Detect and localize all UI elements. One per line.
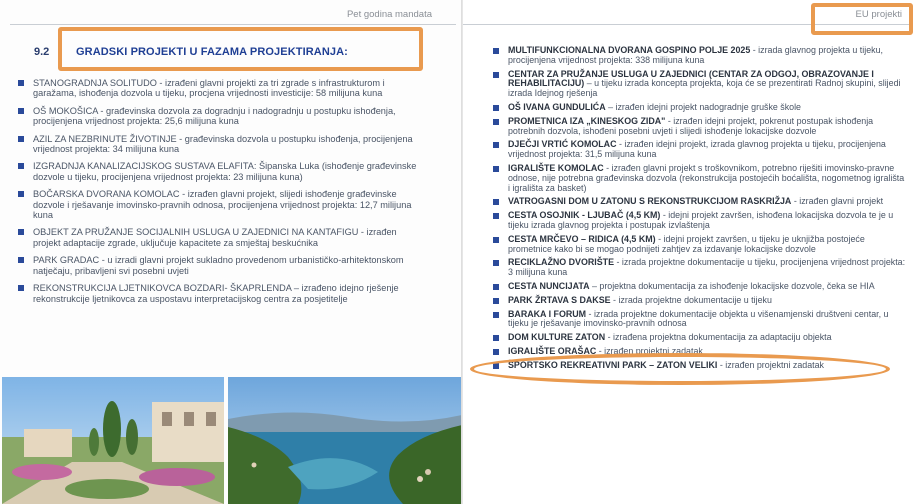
left-list-item (16, 106, 421, 127)
right-list-item (491, 258, 906, 278)
project-title: DJEČJI VRTIĆ KOMOLAC (508, 139, 617, 150)
right-list-item (491, 296, 906, 306)
left-list-item (16, 255, 421, 276)
coast-photo (228, 377, 462, 504)
right-list-item (491, 235, 906, 255)
project-description: - izrađen projektni zadatak (717, 359, 824, 370)
right-list-item (491, 164, 906, 193)
project-title: PROMETNICA IZA „KINESKOG ZIDA" (508, 115, 666, 126)
project-description: - izrada projektne dokumentacije u tijeku, procijenjena vrijednost projekta: 3 milijuna kuna (508, 257, 906, 278)
bullet-square-icon (493, 199, 499, 205)
bullet-square-icon (493, 349, 499, 355)
project-title: OŠ IVANA GUNDULIĆA (508, 101, 606, 112)
bullet-square-icon (493, 298, 499, 304)
left-list-item (16, 134, 421, 155)
highlight-box-section-title (58, 27, 423, 71)
left-list-item (16, 283, 421, 304)
bullet-square-icon (18, 80, 24, 86)
bullet-square-icon (493, 284, 499, 290)
project-description: - izrađen idejni projekt, pokrenut postupak ishođenja potrebnih dozvola, ishođeni posebni uvjeti i slijedi ishođenje lokacijske dozvole (508, 115, 874, 136)
project-title: BARAKA I FORUM (508, 308, 587, 319)
right-list-item (491, 103, 906, 113)
eu-projects-list (491, 46, 906, 375)
bullet-square-icon (18, 191, 24, 197)
project-description: - izrađena projektna dokumentacija za adaptaciju objekta (605, 332, 832, 343)
highlight-ellipse-park-zrtava (470, 353, 890, 385)
project-description: - izrada glavnog projekta u tijeku, procijenjena vrijednost projekta: 338 milijuna kuna (508, 45, 883, 65)
project-title: CESTA MRČEVO – RIDICA (4,5 KM) (508, 233, 656, 244)
bullet-square-icon (18, 163, 24, 169)
highlight-box-eu-projekti (811, 3, 913, 35)
bullet-square-icon (493, 312, 499, 318)
bullet-square-icon (18, 229, 24, 235)
project-title: IGRALIŠTE ORAŠAC (508, 345, 597, 356)
bullet-square-icon (493, 105, 499, 111)
section-number: 9.2 (34, 46, 50, 58)
project-description: – izrađen idejni projekt nadogradnje gruške škole (605, 101, 801, 112)
bullet-square-icon (493, 72, 499, 78)
right-list-item (491, 117, 906, 137)
bullet-square-icon (18, 257, 24, 263)
list-item-text: IZGRADNJA KANALIZACIJSKOG SUSTAVA ELAFITA: Šipanska Luka (ishođenje građevinske dozvole u tijeku, procijenjena vrijednost projekta: 23 milijuna kuna) (33, 161, 417, 182)
project-title: CESTA OSOJNIK - LJUBAČ (4,5 KM) (508, 210, 661, 221)
bullet-square-icon (493, 48, 499, 54)
list-item-text: REKONSTRUKCIJA LJETNIKOVCA BOZDARI- ŠKAPRLENDA – izrađeno idejno rješenje rekonstrukcije ljetnikovca za uspostavu interpretacijskog centra za posjetitelje (33, 283, 399, 304)
list-item-text: STANOGRADNJA SOLITUDO - izrađeni glavni projekti za tri zgrade s infrastrukturom i garažama, ishođenja dozvola u tijeku, procjena vrijednosti investicije: 58 milijuna kuna (33, 78, 385, 99)
bullet-square-icon (493, 237, 499, 243)
list-item-text: PARK GRADAC - u izradi glavni projekt sukladno provedenom urbanističko-arhitektonskom natječaju, pribavljeni svi posebni uvjeti (33, 255, 404, 276)
project-description: – projektna dokumentacija za ishođenje lokacijske dozvole, čeka se HIA (589, 280, 875, 291)
project-title: MULTIFUNKCIONALNA DVORANA GOSPINO POLJE 2025 (508, 45, 751, 55)
project-title: DOM KULTURE ZATON (508, 332, 606, 343)
right-list-item (491, 197, 906, 207)
project-title: IGRALIŠTE KOMOLAC (508, 162, 604, 173)
project-title: VATROGASNI DOM U ZATONU S REKONSTRUKCIJOM RASKRIŽJA (508, 196, 792, 207)
left-list-item (16, 189, 421, 220)
park-photo (2, 377, 224, 504)
bullet-square-icon (18, 285, 24, 291)
list-item-text: OBJEKT ZA PRUŽANJE SOCIJALNIH USLUGA U ZAJEDNICI NA KANTAFIGU - izrađen projekt adaptacije zgrade, uključuje kapacitete za smještaj beskućnika (33, 227, 397, 248)
right-list-item (491, 140, 906, 160)
project-description: - idejni projekt završen, u tijeku je uknjižba postojeće prometnice kako bi se mogao podnijeti zahtjev za izdavanje lokacijske dozvole (508, 233, 865, 254)
project-description: - izrađen glavni projekt s troškovnikom, potrebno riješiti imovinsko-pravne odnose, nije potrebna građevinska dozvola (rekonstrukcija postojećih boćališta, nogometnog igrališta i igrališta za basket) (508, 162, 905, 193)
project-description: - izrađen idejni projekt, izrada glavnog projekta u tijeku, procijenjena vrijednost projekta: 31,5 milijuna kuna (508, 139, 886, 160)
right-page (463, 0, 922, 504)
right-list-item (491, 211, 906, 231)
list-item-text: AZIL ZA NEZBRINUTE ŽIVOTINJE - građevinska dozvola u postupku ishođenja, procijenjena vrijednost projekta: 34 milijuna kuna (33, 133, 413, 155)
bullet-square-icon (493, 142, 499, 148)
project-title: CESTA NUNCIJATA (508, 280, 590, 291)
running-head-right: EU projekti (855, 9, 902, 20)
bullet-square-icon (18, 108, 24, 114)
header-rule-left (10, 24, 456, 25)
bullet-square-icon (493, 213, 499, 219)
project-description: - idejni projekt završen, ishođena lokacijska dozvola te je u tijeku izrada glavnog projekta i postupak izvlaštenja (508, 210, 894, 230)
right-list-item (491, 310, 906, 330)
city-projects-list (16, 78, 421, 311)
project-title: RECIKLAŽNO DVORIŠTE (508, 257, 615, 268)
project-description: - izrađen glavni projekt (791, 196, 884, 207)
running-head-left: Pet godina mandata (346, 9, 432, 20)
list-item-text: OŠ MOKOŠICA - građevinska dozvola za dogradnju i nadogradnju u postupku ishođenja, procijenjena vrijednost projekta: 25,6 milijuna kuna (33, 105, 396, 127)
bullet-square-icon (493, 260, 499, 266)
project-description: - izrada projektne dokumentacije u tijeku (610, 294, 772, 305)
bullet-square-icon (493, 335, 499, 341)
project-title: ŠPORTSKO REKREATIVNI PARK – ZATON VELIKI (508, 359, 718, 370)
left-list-item (16, 161, 421, 182)
project-description: - izrađen projektni zadatak (596, 345, 703, 356)
left-list-item (16, 227, 421, 248)
bullet-square-icon (18, 136, 24, 142)
bullet-square-icon (493, 119, 499, 125)
project-title: CENTAR ZA PRUŽANJE USLUGA U ZAJEDNICI (CENTAR ZA ODGOJ, OBRAZOVANJE I REHABILITACIJU) (508, 68, 874, 89)
right-list-item (491, 46, 906, 66)
list-item-text: BOČARSKA DVORANA KOMOLAC - izrađen glavni projekt, slijedi ishođenje građevinske dozvole i rješavanje imovinsko-pravnih odnosa, procijenjena vrijednost projekta: 12,7 milijuna kuna (33, 189, 412, 221)
project-description: - izrada projektne dokumentacije objekta u višenamjenski društveni centar, u tijeku je rješavanje imovinsko-pravnih odnosa (508, 308, 889, 329)
section-title: GRADSKI PROJEKTI U FAZAMA PROJEKTIRANJA: (76, 46, 348, 58)
project-description: – u tijeku izrada koncepta projekta, koja će se prezentirati Radnoj skupini, slijedi izrada Idejnog rješenja (508, 78, 901, 99)
left-list-item (16, 78, 421, 99)
bullet-square-icon (493, 166, 499, 172)
right-list-item (491, 333, 906, 343)
right-list-item (491, 282, 906, 292)
right-list-item (491, 70, 906, 99)
project-title: PARK ŽRTAVA S DAKSE (508, 294, 611, 305)
